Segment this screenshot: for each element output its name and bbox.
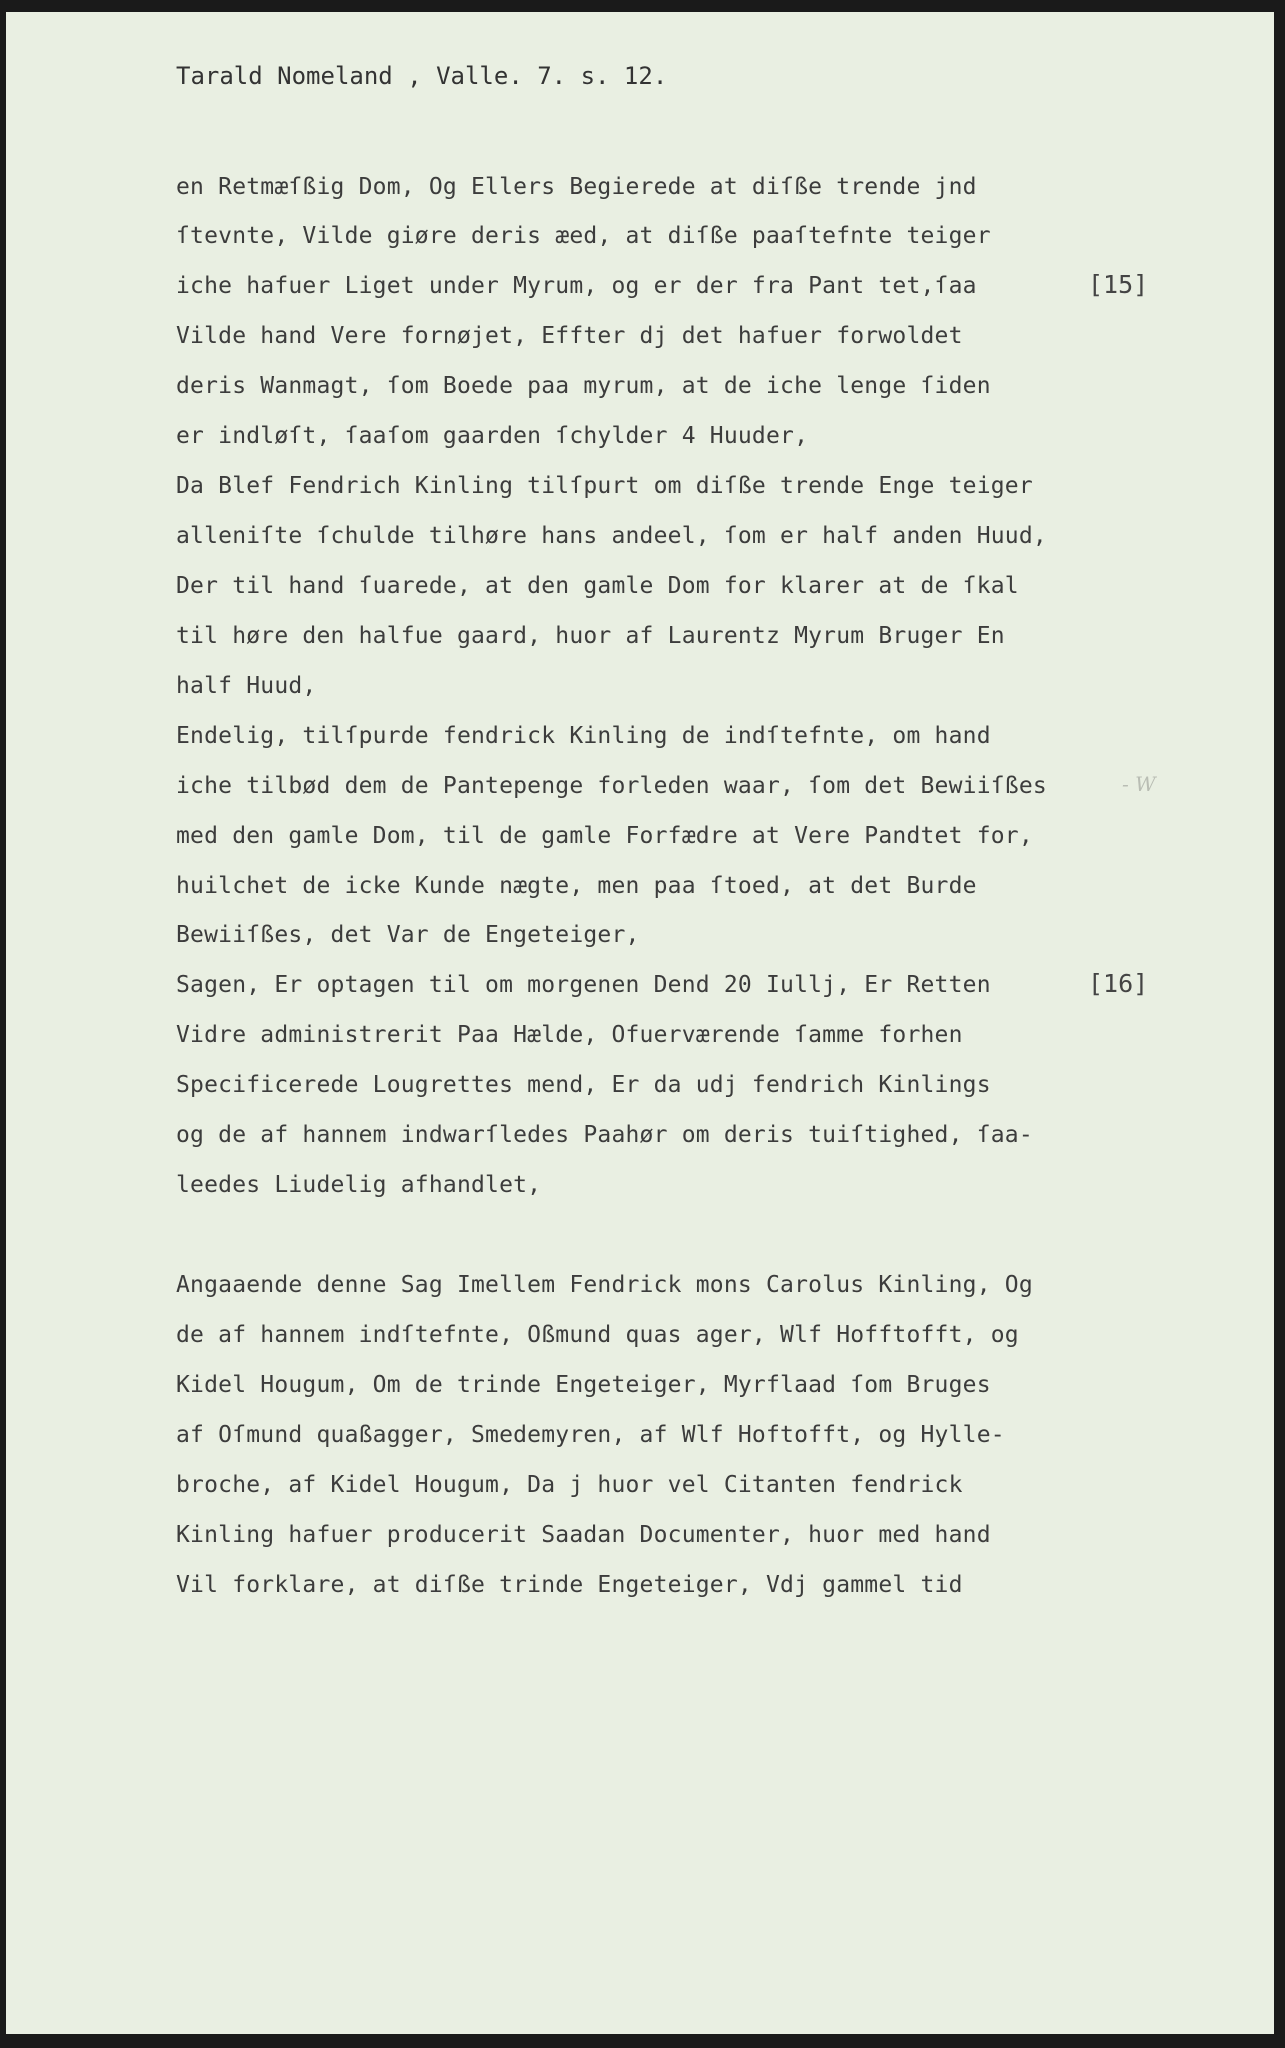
text-line: half Huud, <box>176 673 317 699</box>
text-line: Vil forklare, at diſße trinde Engeteiger, Vdj gammel tid <box>176 1572 963 1598</box>
text-line: Bewiiſßes, det Var de Engeteiger, <box>176 922 640 948</box>
text-line: Kidel Hougum, Om de trinde Engeteiger, Myrflaad ſom Bruges <box>176 1372 991 1398</box>
text-line: ſtevnte, Vilde giøre deris æed, at diſße paaſtefnte teiger <box>176 223 991 249</box>
page-marker-16: [16] <box>1088 969 1149 998</box>
text-line: iche tilbød dem de Pantepenge forleden waar, ſom det Bewiiſßes <box>176 773 1047 799</box>
text-line: Endelig, tilſpurde fendrick Kinling de indſtefnte, om hand <box>176 723 991 749</box>
text-line: deris Wanmagt, ſom Boede paa myrum, at de iche lenge ſiden <box>176 373 991 399</box>
text-line: iche hafuer Liget under Myrum, og er der fra Pant tet,ſaa <box>176 273 977 299</box>
text-line: Da Blef Fendrich Kinling tilſpurt om diſße trende Enge teiger <box>176 473 1033 499</box>
text-line: Specificerede Lougrettes mend, Er da udj fendrich Kinlings <box>176 1072 991 1098</box>
text-line: af Oſmund quaßagger, Smedemyren, af Wlf Hoftofft, og Hylle- <box>176 1422 1005 1448</box>
text-line: leedes Liudelig afhandlet, <box>176 1172 542 1198</box>
text-line: en Retmæſßig Dom, Og Ellers Begierede at diſße trende jnd <box>176 174 977 200</box>
text-line: broche, af Kidel Hougum, Da j huor vel Citanten fendrick <box>176 1472 963 1498</box>
page-marker-15: [15] <box>1088 270 1149 299</box>
document-page <box>6 12 1274 2034</box>
text-line: til høre den halfue gaard, huor af Laurentz Myrum Bruger En <box>176 623 1005 649</box>
text-line: Der til hand ſuarede, at den gamle Dom for klarer at de ſkal <box>176 573 1019 599</box>
document-header: Tarald Nomeland , Valle. 7. s. 12. <box>176 62 668 90</box>
text-line: de af hannem indſtefnte, Oßmund quas ager, Wlf Hofftofft, og <box>176 1322 1019 1348</box>
text-line: Vidre administrerit Paa Hælde, Ofuerværende ſamme forhen <box>176 1022 963 1048</box>
text-line: Sagen, Er optagen til om morgenen Dend 20 Iullj, Er Retten <box>176 972 991 998</box>
text-line: Kinling hafuer producerit Saadan Documenter, huor med hand <box>176 1522 991 1548</box>
text-line: Vilde hand Vere fornøjet, Effter dj det hafuer forwoldet <box>176 323 963 349</box>
text-line: huilchet de icke Kunde nægte, men paa ſtoed, at det Burde <box>176 873 977 899</box>
text-line: og de af hannem indwarſledes Paahør om deris tuiſtighed, ſaa- <box>176 1122 1033 1148</box>
text-line: alleniſte ſchulde tilhøre hans andeel, ſom er half anden Huud, <box>176 523 1047 549</box>
text-line: Angaaende denne Sag Imellem Fendrick mons Carolus Kinling, Og <box>176 1272 1033 1298</box>
margin-note: - W <box>1122 772 1156 796</box>
text-line: med den gamle Dom, til de gamle Forfædre at Vere Pandtet for, <box>176 823 1033 849</box>
text-line: er indløſt, ſaaſom gaarden ſchylder 4 Huuder, <box>176 423 809 449</box>
